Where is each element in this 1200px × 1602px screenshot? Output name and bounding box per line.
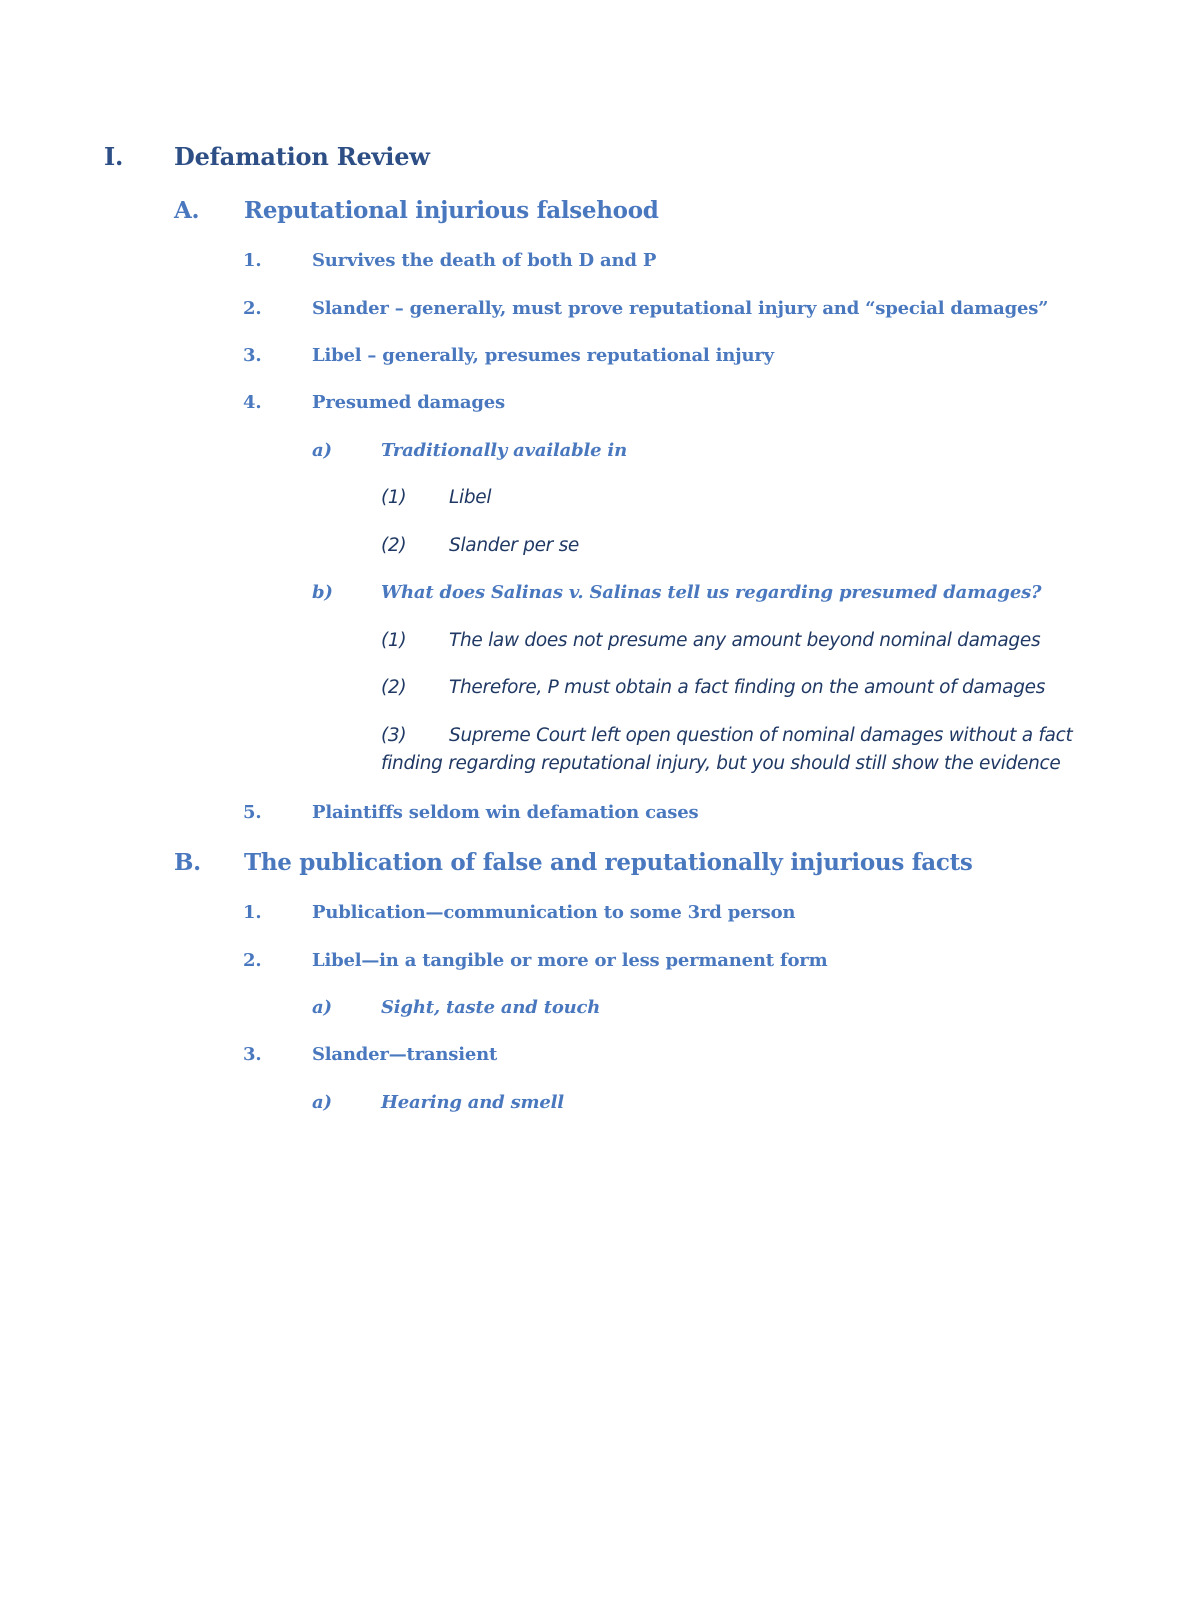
- outline-marker: a): [312, 440, 332, 461]
- outline-heading-text: Defamation Review: [174, 142, 430, 171]
- outline-marker: (1): [381, 630, 407, 651]
- outline-detail-text: Slander per se: [449, 535, 579, 556]
- outline-item-text: Libel—in a tangible or more or less permanent form: [312, 950, 828, 971]
- outline-marker: 5.: [243, 802, 262, 823]
- outline-subitem-text: What does Salinas v. Salinas tell us regarding presumed damages?: [381, 582, 1042, 603]
- outline-item-text: Publication—communication to some 3rd person: [312, 902, 796, 923]
- outline-marker: 2.: [243, 298, 262, 319]
- outline-marker: (1): [381, 487, 407, 508]
- outline-marker: a): [312, 1092, 332, 1113]
- outline-marker: (2): [381, 677, 407, 698]
- outline-detail-text: Therefore, P must obtain a fact finding on the amount of damages: [449, 677, 1046, 698]
- outline-marker: A.: [174, 197, 200, 224]
- outline-heading-text: The publication of false and reputationally injurious facts: [244, 849, 973, 876]
- outline-detail-continuation: finding regarding reputational injury, but you should still show the evidence: [381, 753, 1061, 774]
- outline-marker: B.: [174, 849, 201, 876]
- outline-marker: 3.: [243, 1044, 262, 1065]
- outline-subitem-text: Hearing and smell: [381, 1092, 564, 1113]
- outline-detail-text: Supreme Court left open question of nominal damages without a fact: [449, 725, 1073, 746]
- outline-marker: b): [312, 582, 333, 603]
- outline-item-text: Libel – generally, presumes reputational injury: [312, 345, 774, 366]
- outline-marker: a): [312, 997, 332, 1018]
- outline-item-text: Survives the death of both D and P: [312, 250, 657, 271]
- outline-marker: I.: [104, 142, 124, 171]
- outline-detail-text: Libel: [449, 487, 492, 508]
- outline-heading-text: Reputational injurious falsehood: [244, 197, 659, 224]
- outline-marker: 3.: [243, 345, 262, 366]
- outline-item-text: Slander—transient: [312, 1044, 498, 1065]
- outline-marker: 1.: [243, 250, 262, 271]
- outline-item-text: Slander – generally, must prove reputational injury and “special damages”: [312, 298, 1049, 319]
- outline-detail-text: The law does not presume any amount beyond nominal damages: [449, 630, 1041, 651]
- outline-marker: 4.: [243, 392, 262, 413]
- outline-subitem-text: Traditionally available in: [381, 440, 627, 461]
- outline-marker: (2): [381, 535, 407, 556]
- outline-marker: 1.: [243, 902, 262, 923]
- outline-item-text: Plaintiffs seldom win defamation cases: [312, 802, 699, 823]
- outline-marker: 2.: [243, 950, 262, 971]
- outline-item-text: Presumed damages: [312, 392, 505, 413]
- outline-marker: (3): [381, 725, 407, 746]
- outline-subitem-text: Sight, taste and touch: [381, 997, 601, 1018]
